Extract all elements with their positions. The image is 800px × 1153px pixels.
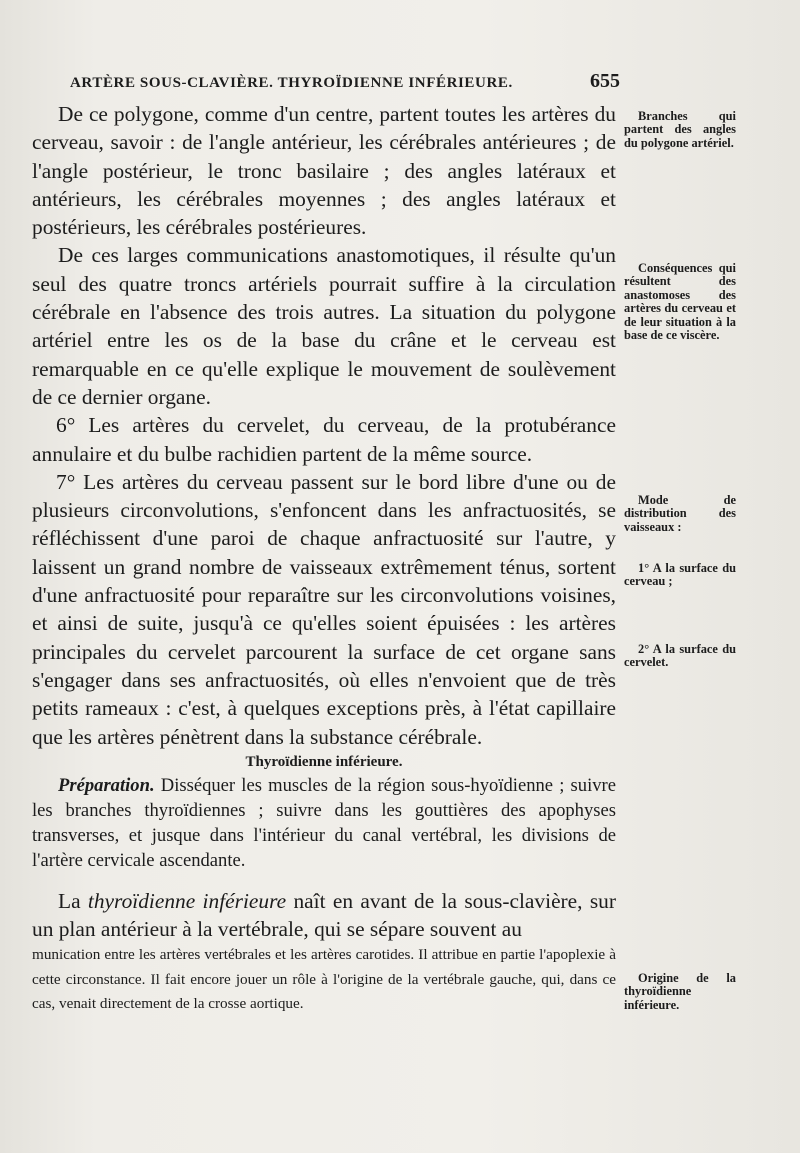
margin-note-text: Origine de la thyroïdienne inférieure. xyxy=(624,971,736,1012)
margin-note-text: Conséquences qui résultent des anastomoses des artères du cerveau et de leur situation à la base de ce viscère. xyxy=(624,261,736,343)
margin-note-text: Branches qui partent des angles du polygone artériel. xyxy=(624,109,736,150)
margin-note-text: 2° A la surface du cervelet. xyxy=(624,642,736,670)
main-text xyxy=(32,100,616,1017)
margin-note-text: Mode de distribution des vaisseaux : xyxy=(624,493,736,534)
preparation-text: Disséquer les muscles de la région sous-hyoïdienne ; suivre les branches thyroïdiennes ; suivre dans les gouttières des apophyses transverses, et jusque dans l'intérieur du canal vertébral, les divisions de l'artère cervicale ascendante. xyxy=(32,774,616,871)
margin-note-text: 1° A la surface du cerveau ; xyxy=(624,561,736,589)
paragraph-text-end: naît en avant de la sous-clavière, sur un plan antérieur à la vertébrale, qui se sépare souvent au xyxy=(32,888,616,942)
margin-note-surface-cervelet xyxy=(624,643,736,670)
running-header xyxy=(70,70,620,93)
margin-note-surface-cerveau xyxy=(624,562,736,589)
section-heading: Thyroïdienne inférieure. xyxy=(245,753,403,770)
running-title: ARTÈRE SOUS-CLAVIÈRE. THYROÏDIENNE INFÉRIEURE. xyxy=(70,75,513,91)
paragraph-text-start: La xyxy=(58,888,88,913)
preparation-paragraph xyxy=(32,773,616,873)
margin-note-branches xyxy=(624,110,736,150)
paragraph-polygon-branches: De ce polygone, comme d'un centre, partent toutes les artères du cerveau, savoir : de l'angle antérieur, les cérébrales antérieures ; de l'angle postérieur, le tronc basilaire ; des angles latéraux et antérieurs, les cérébrales moyennes ; des angles latéraux et postérieurs, les cérébrales postérieures. xyxy=(32,102,616,240)
paragraph-point-7: 7° Les artères du cerveau passent sur le bord libre d'une ou de plusieurs circonvolutions, s'enfoncent dans les anfractuosités, se réfléchissent d'une paroi de chaque anfractuosité sur l'autre, y laissent un grand nombre de vaisseaux extrêmement ténus, sortent d'une anfractuosité pour reparaître sur les circonvolutions voisines, et ainsi de suite, jusqu'à ce qu'elles soient épuisées : les artères principales du cervelet parcourent la surface de cet organe sans s'engager dans ses anfractuosités, où elles n'envoient que de très petits rameaux : c'est, à quelques exceptions près, à l'état capillaire que les artères pénètrent dans la substance cérébrale. xyxy=(32,469,616,749)
margin-note-consequences xyxy=(624,262,736,342)
margin-note-distribution xyxy=(624,494,736,534)
page-number: 655 xyxy=(590,70,620,92)
paragraph-anastomoses: De ces larges communications anastomotiques, il résulte qu'un seul des quatre troncs artériels pourrait suffire à la circulation cérébrale en l'absence des trois autres. La situation du polygone artériel entre les os de la base du crâne et le cerveau est remarquable en ce qu'elle explique le mouvement de soulèvement de ce dernier organe. xyxy=(32,243,616,409)
footnote: munication entre les artères vertébrales et les artères carotides. Il attribue en partie l'apoplexie à cette circonstance. Il fait encore jouer un rôle à l'origine de la vertébrale gauche, qui, dans ce cas, venait directement de la crosse aortique. xyxy=(32,946,616,1013)
paragraph-thyroid-origin xyxy=(32,887,616,944)
paragraph-point-6: 6° Les artères du cervelet, du cerveau, de la protubérance annulaire et du bulbe rachidien partent de la même source. xyxy=(32,413,616,466)
term-thyroidienne-inferieure: thyroïdienne inférieure xyxy=(87,888,287,913)
margin-note-thyroid-origin xyxy=(624,972,736,1012)
preparation-label: Préparation. xyxy=(58,774,155,796)
